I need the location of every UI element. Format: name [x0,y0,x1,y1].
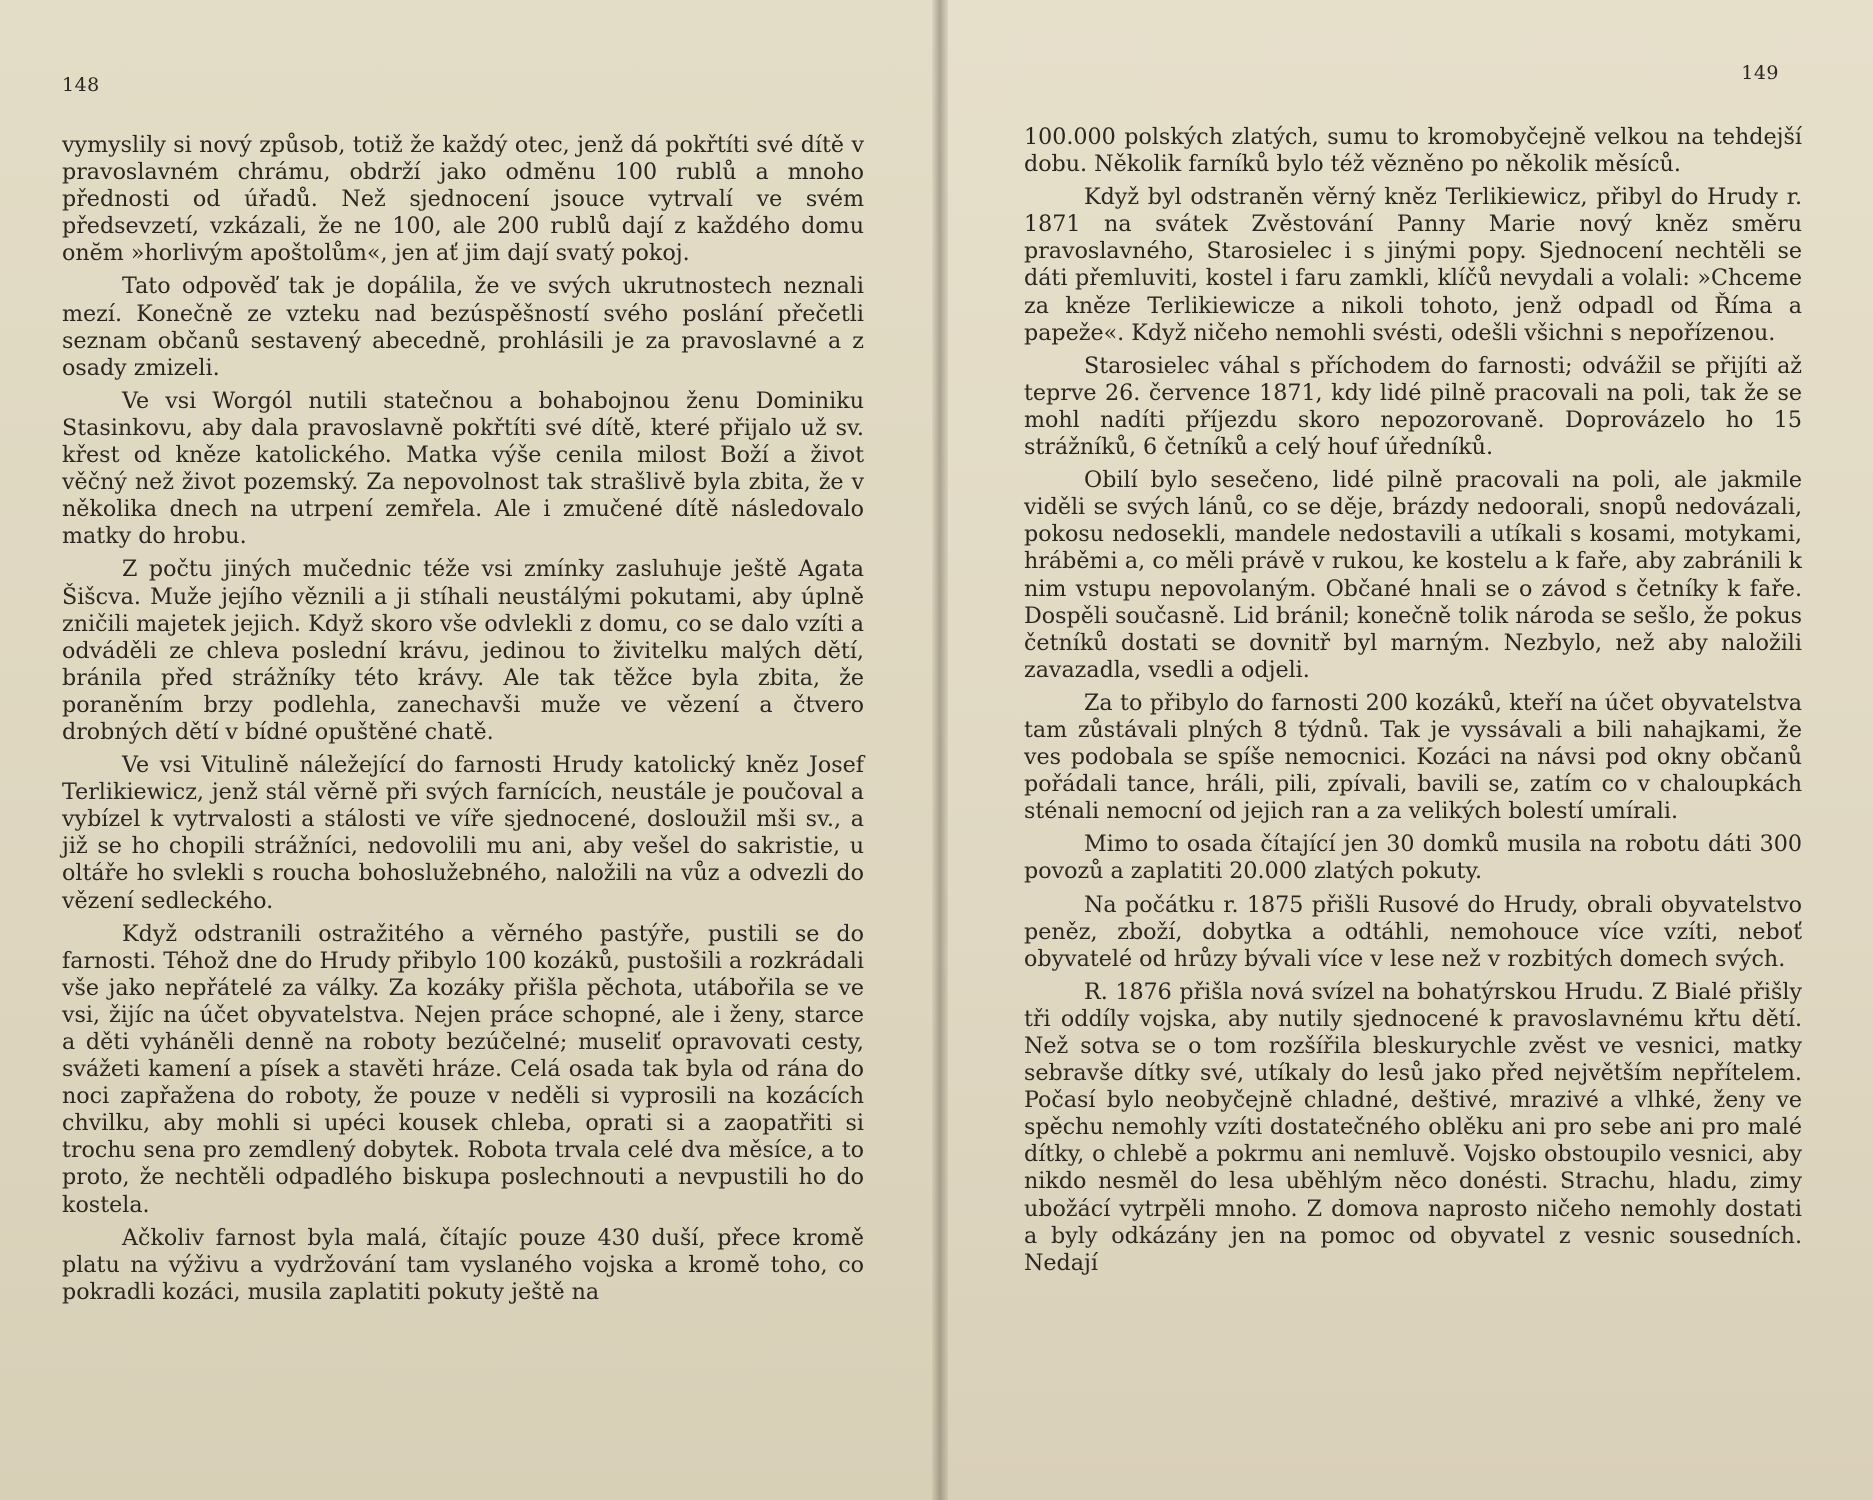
paragraph: Tato odpověď tak je dopálila, že ve svých ukrutnostech neznali mezí. Konečně ze vzteku nad bezúspěšností svého poslání přečetli seznam občanů sestavený abecedně, prohlásili je za pravoslavné a z osady zmizeli. [62,273,864,381]
paragraph: Obilí bylo sesečeno, lidé pilně pracovali na poli, ale jakmile viděli se svých lánů, co se děje, brázdy nedoorali, snopů nedovázali, pokosu nedosekli, mandele nedostavili a utíkali s kosami, motykami, hráběmi a, co měli právě v rukou, ke kostelu a k faře, aby zabránili k nim vstupu nepovolaným. Občané hnali se o závod s četníky k faře. Dospěli současně. Lid bránil; konečně tolik národa se sešlo, že pokus četníků dostati se dovnitř byl marným. Nezbylo, než aby naložili zavazadla, vsedli a odjeli. [1024,467,1802,683]
page-number: 149 [1741,62,1779,84]
paragraph: Mimo to osada čítající jen 30 domků musila na robotu dáti 300 povozů a zaplatiti 20.000 zlatých pokuty. [1024,831,1802,885]
paragraph: vymyslily si nový způsob, totiž že každý otec, jenž dá pokřtíti své dítě v pravoslavném chrámu, obdrží jako odměnu 100 rublů a mnoho přednosti od úřadů. Než sjednocení jsouce vytrvalí ve svém předsevzetí, vzkázali, že ne 100, ale 200 rublů dají z každého domu onĕm »horlivým apoštolům«, jen ať jim dají svatý pokoj. [62,132,864,267]
page-text [1024,124,1802,1277]
paragraph: Starosielec váhal s příchodem do farnosti; odvážil se přijíti až teprve 26. července 1871, kdy lidé pilně pracovali na poli, tak že se mohl nadíti příjezdu skoro nepozorovaně. Doprovázelo ho 15 strážníků, 6 četníků a celý houf úředníků. [1024,352,1802,461]
paragraph: Za to přibylo do farnosti 200 kozáků, kteří na účet obyvatelstva tam zůstávali plných 8 týdnů. Tak je vyssávali a bili nahajkami, že ves podobala se spíše nemocnici. Kozáci na návsi pod okny občanů pořádali tance, hráli, pili, zpívali, bavili se, zatím co v chaloupkách sténali nemocní od jejich ran a za velikých bolestí umírali. [1024,689,1802,825]
paragraph: Ve vsi Worgól nutili statečnou a bohabojnou ženu Dominiku Stasinkovu, aby dala pravoslavně pokřtíti své dítě, které přijalo už sv. křest od kněze katolického. Matka výše cenila milost Boží a život věčný než život pozemský. Za nepovolnost tak strašlivě byla zbita, že v několika dnech na utrpení zemřela. Ale i zmučené dítě následovalo matky do hrobu. [62,387,864,550]
paragraph: Na počátku r. 1875 přišli Rusové do Hrudy, obrali obyvatelstvo peněz, zboží, dobytka a odtáhli, nemohouce více vzíti, neboť obyvatelé od hrůzy bývali více v lese než v rozbitých domech svých. [1024,891,1802,972]
book-gutter [932,0,948,1500]
paragraph: Když byl odstraněn věrný kněz Terlikiewicz, přibyl do Hrudy r. 1871 na svátek Zvěstování Panny Marie nový kněz směru pravoslavného, Starosielec i s jinými popy. Sjednocení nechtěli se dáti přemluviti, kostel i faru zamkli, klíčů nevydali a volali: »Chceme za kněze Terlikiewicze a nikoli tohoto, jenž odpadl od Říma a papeže«. Když ničeho nemohli svésti, odešli všichni s nepořízenou. [1024,184,1802,346]
right-page [940,0,1873,1500]
page-text [62,132,864,1306]
page-number: 148 [62,74,100,96]
paragraph: Z počtu jiných mučednic téže vsi zmínky zasluhuje ještě Agata Šišcva. Muže jejího věznili a ji stíhali neustálými pokutami, aby úplně zničili majetek jejich. Když skoro vše odvlekli z domu, co se dalo vzíti a odváděli ze chleva poslední krávu, jedinou to živitelku malých dětí, bránila před strážníky této krávy. Ale tak těžce byla zbita, že poraněním brzy podlehla, zanechavši muže ve vězení a čtvero drobných dětí v bídné opuštěné chatě. [62,556,864,745]
paragraph: Když odstranili ostražitého a věrného pastýře, pustili se do farnosti. Téhož dne do Hrudy přibylo 100 kozáků, pustošili a rozkrádali vše jako nepřátelé za války. Za kozáky přišla pěchota, utábořila se ve vsi, žijíc na účet obyvatelstva. Nejen práce schopné, ale i ženy, starce a děti vyháněli denně na roboty bezúčelné; museliť opravovati cesty, svážeti kamení a písek a stavěti hráze. Celá osada tak byla od rána do noci zapřažena do roboty, že pouze v neděli si vyprosili na kozácích chvilku, aby mohli si upéci kousek chleba, oprati si a zaopatřiti si trochu sena pro zemdlený dobytek. Robota trvala celé dva měsíce, a to proto, že nechtěli odpadlého biskupa poslechnouti a nevpustili ho do kostela. [62,920,864,1218]
paragraph: Ačkoliv farnost byla malá, čítajíc pouze 430 duší, přece kromě platu na výživu a vydržování tam vyslaného vojska a kromě toho, co pokradli kozáci, musila zaplatiti pokuty ještě na [62,1224,864,1305]
paragraph: Ve vsi Vitulině náležející do farnosti Hrudy katolický kněz Josef Terlikiewicz, jenž stál věrně při svých farnících, neustále je poučoval a vybízel k vytrvalosti a stálosti ve víře sjednocené, dosloužil mši sv., a již se ho chopili strážníci, nedovolili mu ani, aby vešel do sakristie, u oltáře ho svlekli s roucha bohoslužebného, naložili na vůz a odvezli do vězení sedleckého. [62,752,864,914]
paragraph: R. 1876 přišla nová svízel na bohatýrskou Hrudu. Z Bialé přišly tři oddíly vojska, aby nutily sjednocené k pravoslavnému křtu dětí. Než sotva se o tom rozšířila bleskurychle zvěst ve vesnici, matky sebravše dítky své, utíkaly do lesů jako před největším nepřítelem. Počasí bylo neobyčejně chladné, deštivé, mrazivé a vlhké, ženy ve spěchu nemohly vzíti dostatečného oblěku ani pro sebe ani pro malé dítky, o chlebě a pokrmu ani nemluvě. Vojsko obstoupilo vesnici, aby nikdo nesměl do lesa uběhlým něco donésti. Strachu, hladu, zimy ubožácí vytrpěli mnoho. Z domova naprosto ničeho nemohly dostati a byly odkázány jen na pomoc od obyvatel z vesnic sousedních. Nedají [1024,978,1802,1276]
paragraph: 100.000 polských zlatých, sumu to kromobyčejně velkou na tehdejší dobu. Několik farníků bylo též vězněno po několik měsíců. [1024,124,1802,178]
